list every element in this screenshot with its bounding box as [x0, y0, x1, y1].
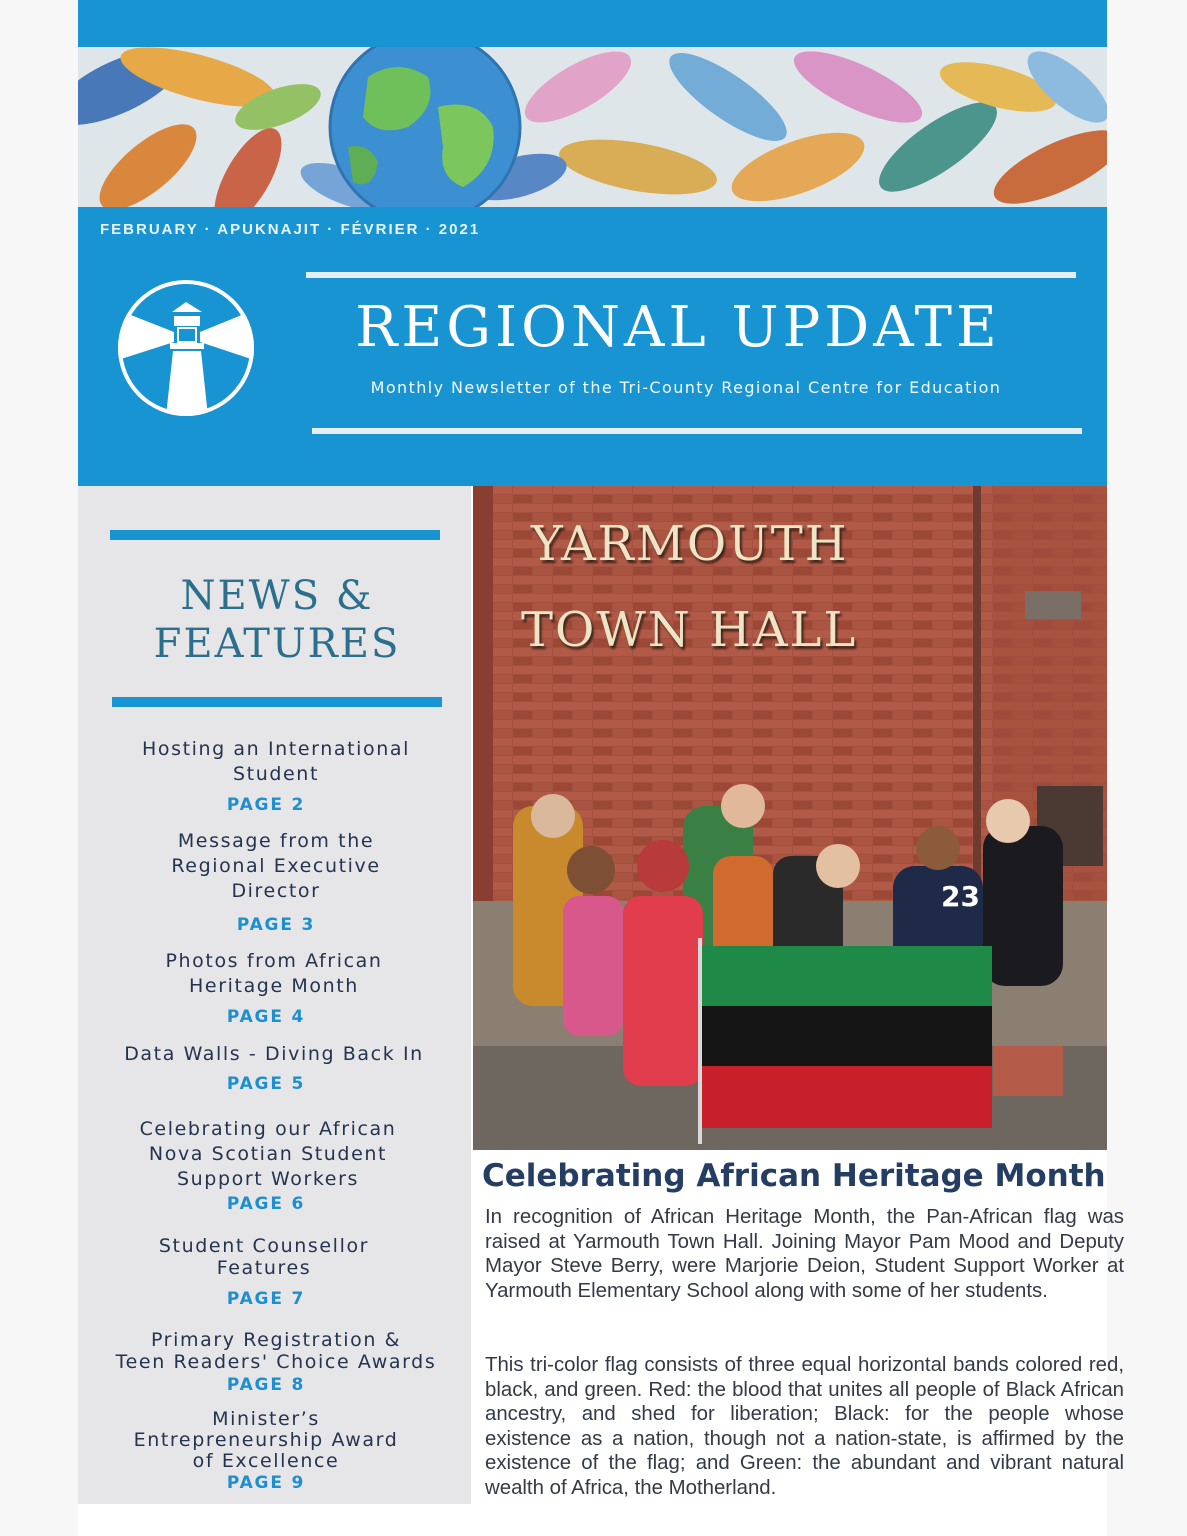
sign-yarmouth: YARMOUTH [531, 516, 849, 572]
toc-line: Features [216, 1257, 312, 1279]
toc-line: Student [233, 763, 319, 785]
sidebar-rule-bottom [112, 697, 442, 707]
toc-item-international-student[interactable] [86, 737, 466, 787]
hands-globe-illustration [78, 47, 1107, 207]
heading-line-1: NEWS & [180, 573, 374, 619]
toc-page-4[interactable]: PAGE 4 [226, 1007, 306, 1027]
toc-line: Heritage Month [189, 975, 359, 997]
toc-line: Student Counsellor [158, 1235, 370, 1257]
toc-item-student-counsellor[interactable] [74, 1235, 454, 1279]
lighthouse-icon [118, 280, 254, 416]
toc-line: Teen Readers' Choice Awards [115, 1351, 437, 1373]
toc-page-2[interactable]: PAGE 2 [226, 795, 306, 815]
toc-line: Primary Registration & [150, 1329, 402, 1351]
toc-item-data-walls[interactable] [76, 1042, 472, 1067]
toc-item-executive-message[interactable] [86, 829, 466, 904]
news-features-heading [78, 572, 476, 668]
toc-line: Regional Executive [171, 855, 381, 877]
toc-line: Message from the [177, 830, 375, 852]
issue-date: FEBRUARY · APUKNAJIT · FÉVRIER · 2021 [100, 221, 481, 238]
toc-item-entrepreneurship-award[interactable] [76, 1409, 456, 1472]
shirt-number: 23 [941, 880, 980, 913]
flag-raising-photo [473, 486, 1107, 1150]
toc-line: Director [231, 880, 321, 902]
town-hall-scene [473, 486, 1107, 1150]
toc-item-african-heritage-photos[interactable] [84, 949, 464, 999]
hands-globe-banner [78, 47, 1107, 207]
toc-line: of Excellence [192, 1450, 340, 1472]
toc-line: Hosting an International [141, 738, 411, 760]
toc-page-6[interactable]: PAGE 6 [226, 1194, 306, 1214]
heading-line-2: FEATURES [153, 621, 401, 667]
toc-line: Entrepreneurship Award [133, 1429, 399, 1451]
toc-line: Nova Scotian Student [148, 1143, 388, 1165]
toc-page-7[interactable]: PAGE 7 [226, 1289, 306, 1309]
title-rule-bottom [312, 428, 1082, 434]
toc-line: Celebrating our African [139, 1118, 397, 1140]
title-rule-top [306, 272, 1076, 278]
sidebar-rule-top [110, 530, 440, 540]
pan-african-flag [698, 938, 992, 1144]
toc-line: Support Workers [177, 1168, 359, 1190]
newsletter-page [78, 0, 1124, 1536]
toc-page-9[interactable]: PAGE 9 [226, 1473, 306, 1493]
toc-line: Photos from African [165, 950, 383, 972]
top-color-strip [78, 0, 1107, 47]
news-features-sidebar [78, 486, 471, 1504]
toc-item-registration-awards[interactable] [78, 1329, 474, 1373]
toc-line: Minister’s [212, 1408, 320, 1430]
toc-item-student-support-workers[interactable] [78, 1117, 458, 1192]
toc-line: Data Walls - Diving Back In [124, 1043, 424, 1065]
article-paragraph-2: This tri-color flag consists of three equal horizontal bands colored red, black, and green. Red: the blood that unites all people of Black African ancestry, and shed for liberation; Black: for the people whose existence as a nation, though not a nation-state, is affirmed by the existence of the flag; and Green: the abundant and vibrant natural wealth of Africa, the Motherland. [485, 1354, 1124, 1499]
newsletter-subtitle: Monthly Newsletter of the Tri-County Regional Centre for Education [370, 378, 1002, 397]
article-paragraph-1: In recognition of African Heritage Month, the Pan-African flag was raised at Yarmouth Town Hall. Joining Mayor Pam Mood and Deputy Mayor Steve Berry, were Marjorie Deion, Student Support Worker at Yarmouth Elementary School along with some of her students. [485, 1206, 1124, 1302]
toc-page-3[interactable]: PAGE 3 [236, 915, 316, 935]
newsletter-title: REGIONAL UPDATE [355, 295, 1001, 360]
article-title: Celebrating African Heritage Month [482, 1158, 1106, 1194]
globe-icon [330, 47, 520, 207]
toc-page-5[interactable]: PAGE 5 [226, 1074, 306, 1094]
masthead [78, 207, 1107, 486]
sign-town-hall: TOWN HALL [521, 602, 858, 658]
toc-page-8[interactable]: PAGE 8 [226, 1375, 306, 1395]
